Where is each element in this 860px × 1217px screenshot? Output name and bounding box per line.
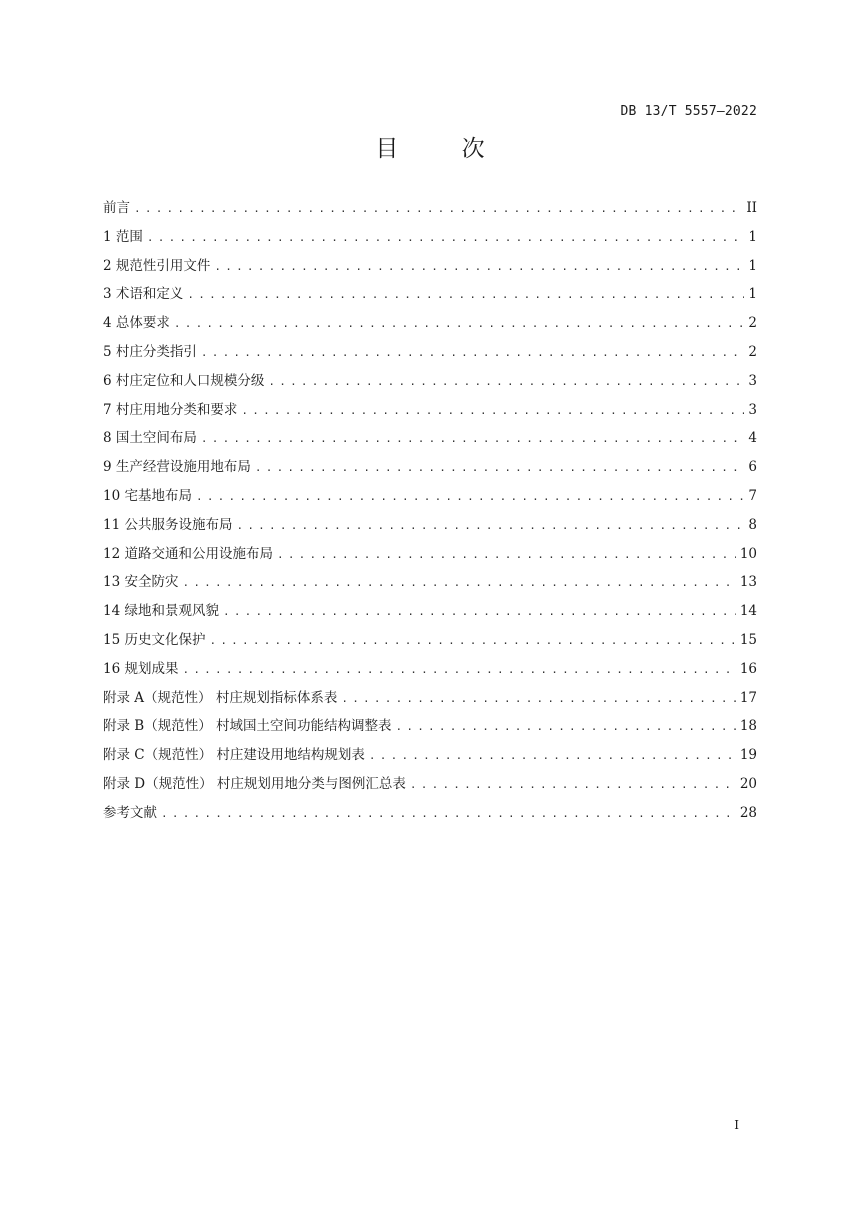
toc-entry-scope[interactable] [103, 223, 757, 252]
toc-leader-dots [277, 541, 736, 570]
toc-leader-dots [236, 512, 744, 541]
toc-entry-page: 18 [739, 718, 757, 735]
toc-entry-label: 3 术语和定义 [103, 286, 184, 303]
toc-entry-page: 1 [748, 286, 757, 303]
toc-leader-dots [201, 339, 745, 368]
toc-leader-dots [182, 656, 735, 685]
toc-leader-dots [209, 627, 735, 656]
toc-entry-label: 附录 B（规范性） 村域国土空间功能结构调整表 [103, 718, 392, 735]
toc-entry-label: 7 村庄用地分类和要求 [103, 401, 238, 418]
toc-entry-page: 17 [739, 689, 757, 706]
toc-entry-page: 20 [739, 775, 757, 792]
toc-entry-label: 9 生产经营设施用地布局 [103, 459, 251, 476]
toc-leader-dots [187, 281, 744, 310]
toc-entry-page: 4 [748, 430, 757, 447]
toc-entry-label: 附录 A（规范性） 村庄规划指标体系表 [103, 689, 338, 706]
toc-entry-village-classification[interactable] [103, 338, 757, 367]
toc-entry-label: 15 历史文化保护 [103, 631, 206, 648]
toc-leader-dots [255, 454, 745, 483]
toc-entry-page: 15 [739, 631, 757, 648]
toc-entry-page: 3 [748, 401, 757, 418]
toc-entry-label: 附录 D（规范性） 村庄规划用地分类与图例汇总表 [103, 775, 406, 792]
page-number: I [734, 1118, 739, 1132]
toc-leader-dots [134, 195, 742, 224]
toc-leader-dots [369, 742, 736, 771]
toc-entry-appendix-a[interactable] [103, 684, 757, 713]
toc-entry-page: 10 [739, 545, 757, 562]
toc-entry-label: 2 规范性引用文件 [103, 257, 211, 274]
toc-leader-dots [223, 598, 736, 627]
toc-entry-page: 19 [739, 747, 757, 764]
toc-leader-dots [147, 224, 745, 253]
toc-entry-label: 8 国土空间布局 [103, 430, 197, 447]
toc-leader-dots [201, 425, 745, 454]
toc-entry-page: 3 [748, 372, 757, 389]
toc-leader-dots [341, 685, 735, 714]
toc-entry-page: 16 [739, 660, 757, 677]
toc-leader-dots [396, 713, 736, 742]
toc-entry-appendix-b[interactable] [103, 712, 757, 741]
toc-entry-bibliography[interactable] [103, 799, 757, 828]
toc-entry-label: 16 规划成果 [103, 660, 179, 677]
toc-entry-page: 28 [739, 804, 757, 821]
toc-entry-normative-references[interactable] [103, 252, 757, 281]
toc-entry-page: 13 [739, 574, 757, 591]
toc-entry-homestead-layout[interactable] [103, 482, 757, 511]
toc-entry-label: 6 村庄定位和人口规模分级 [103, 372, 265, 389]
toc-entry-label: 1 范围 [103, 228, 143, 245]
toc-entry-label: 12 道路交通和公用设施布局 [103, 545, 273, 562]
toc-entry-page: 6 [748, 459, 757, 476]
toc-entry-terms-definitions[interactable] [103, 280, 757, 309]
toc-entry-roads-utilities[interactable] [103, 540, 757, 569]
toc-entry-page: II [746, 200, 757, 216]
toc-entry-appendix-d[interactable] [103, 770, 757, 799]
toc-entry-spatial-layout[interactable] [103, 424, 757, 453]
toc-entry-page: 1 [748, 257, 757, 274]
toc-entry-label: 前言 [103, 200, 130, 216]
toc-entry-page: 14 [739, 603, 757, 620]
toc-entry-page: 1 [748, 228, 757, 245]
toc-entry-label: 14 绿地和景观风貌 [103, 603, 219, 620]
toc-entry-label: 参考文献 [103, 804, 157, 821]
toc-leader-dots [241, 397, 744, 426]
toc-entry-page: 8 [748, 516, 757, 533]
toc-entry-general-requirements[interactable] [103, 309, 757, 338]
toc-entry-planning-results[interactable] [103, 655, 757, 684]
toc-leader-dots [161, 800, 736, 829]
toc-entry-village-positioning[interactable] [103, 367, 757, 396]
toc-entry-label: 11 公共服务设施布局 [103, 516, 233, 533]
toc-entry-page: 2 [748, 343, 757, 360]
toc-entry-heritage-protection[interactable] [103, 626, 757, 655]
toc-entry-land-use-classification[interactable] [103, 396, 757, 425]
toc-entry-appendix-c[interactable] [103, 741, 757, 770]
toc-entry-green-landscape[interactable] [103, 597, 757, 626]
toc-leader-dots [268, 368, 744, 397]
page-title: 目 次 [375, 136, 513, 162]
toc-leader-dots [174, 310, 745, 339]
toc-entry-production-facilities[interactable] [103, 453, 757, 482]
toc-entry-page: 7 [748, 487, 757, 504]
standard-code: DB 13/T 5557—2022 [620, 104, 757, 119]
toc-entry-foreword[interactable] [103, 194, 757, 223]
toc-entry-public-services[interactable] [103, 511, 757, 540]
toc-entry-label: 4 总体要求 [103, 315, 170, 332]
toc-entry-label: 13 安全防灾 [103, 574, 179, 591]
toc-entry-label: 5 村庄分类指引 [103, 343, 197, 360]
toc-entry-page: 2 [748, 315, 757, 332]
table-of-contents [103, 194, 757, 828]
toc-entry-disaster-prevention[interactable] [103, 568, 757, 597]
toc-entry-label: 10 宅基地布局 [103, 487, 192, 504]
toc-leader-dots [214, 253, 744, 282]
toc-leader-dots [182, 569, 735, 598]
toc-leader-dots [410, 771, 736, 800]
toc-leader-dots [196, 483, 744, 512]
toc-entry-label: 附录 C（规范性） 村庄建设用地结构规划表 [103, 747, 365, 764]
